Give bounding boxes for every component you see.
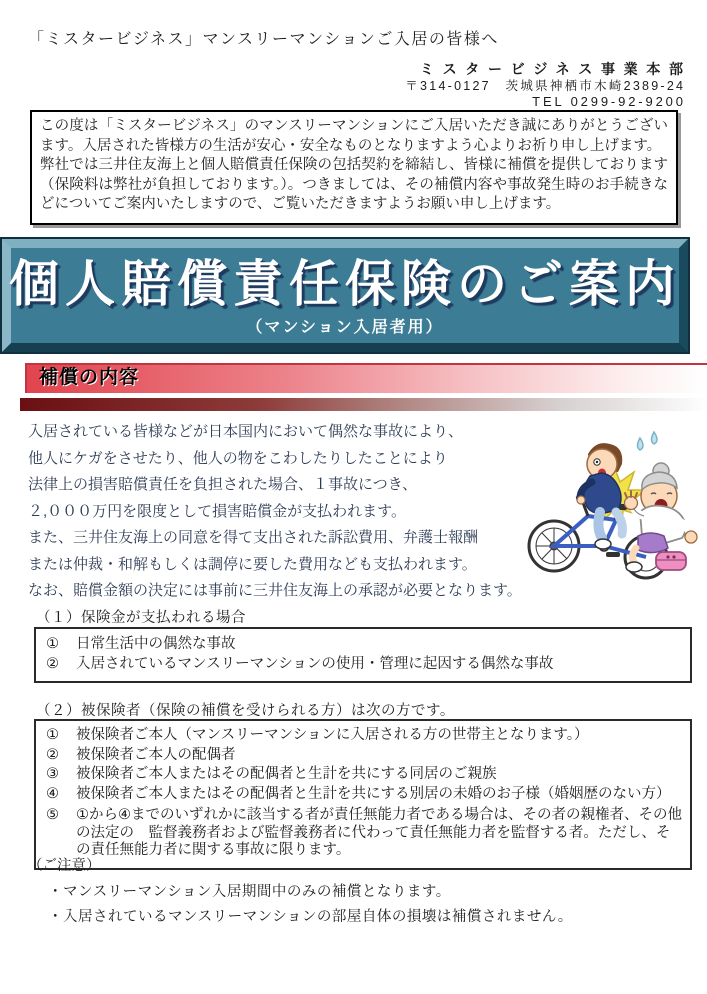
item-text: ①から④までのいずれかに該当する者が責任無能力者である場合は、その者の親権者、その他の法定の 監督義務者および監督義務者に代わって責任無能力者を監督する者。ただし、その責任無能力者に関する事故に限ります。 [76, 807, 682, 858]
list-item [42, 655, 682, 673]
list-item [42, 807, 682, 860]
list-item [42, 747, 682, 765]
coverage-line: また、三井住友海上の同意を得て支出された訴訟費用、弁護士報酬 [28, 529, 479, 546]
coverage-line: なお、賠償金額の決定には事前に三井住友海上の承認が必要となります。 [28, 582, 522, 599]
note-item: ・マンスリーマンション入居期間中のみの補償となります。 [48, 884, 451, 900]
coverage-line: または仲裁・和解もしくは調停に要した費用なども支払われます。 [28, 555, 477, 573]
banner-title: 個人賠償責任保険のご案内 [9, 255, 681, 312]
company-tel: TEL 0299-92-9200 [532, 94, 686, 109]
item-text: 被保険者ご本人（マンスリーマンションに入居される方の世帯主となります。） [76, 727, 589, 743]
item-text: 被保険者ご本人の配偶者 [76, 746, 236, 763]
coverage-line: 法律上の損害賠償責任を負担された場合、１事故につき、 [28, 476, 418, 493]
section2-heading: （２）被保険者（保険の補償を受けられる方）は次の方です。 [36, 703, 455, 719]
coverage-line: ２,０００万円を限度として損害賠償金が支払われます。 [28, 502, 406, 520]
company-address: 〒314-0127 茨城県神栖市木崎2389-24 [405, 79, 686, 93]
list-item [42, 635, 682, 653]
company-name: ミスタービジネス事業本部 [419, 61, 692, 77]
coverage-description [28, 419, 528, 605]
section2-box [34, 719, 692, 870]
section1-box [34, 627, 692, 683]
banner-subtitle: （マンション入居者用） [246, 318, 444, 336]
purse-icon [656, 552, 686, 570]
list-item [42, 727, 682, 745]
bicycle-accident-illustration [518, 424, 698, 584]
item-number: ⑤ [46, 807, 59, 823]
company-info-block [405, 60, 692, 110]
sweat-drops-icon [638, 432, 658, 450]
section-header-label: 補償の内容 [39, 367, 140, 388]
section1-heading: （１）保険金が支払われる場合 [36, 610, 246, 626]
coverage-line: 入居されている皆様などが日本国内において偶然な事故により、 [28, 423, 464, 440]
item-number: ③ [46, 766, 59, 782]
notes-heading: （ご注意） [28, 858, 101, 874]
item-text: 被保険者ご本人またはその配偶者と生計を共にする別居の未婚のお子様（婚姻歴のない方） [76, 785, 671, 802]
main-title-banner [2, 239, 688, 352]
recipient-line: 「ミスタービジネス」マンスリーマンションご入居の皆様へ [28, 31, 499, 48]
item-text: 日常生活中の偶然な事故 [76, 636, 236, 652]
note-item: ・入居されているマンスリーマンションの部屋自体の損壊は補償されません。 [48, 909, 573, 925]
item-text: 被保険者ご本人またはその配偶者と生計を共にする同居のご親族 [76, 766, 497, 782]
item-number: ④ [46, 785, 59, 802]
list-item [42, 786, 682, 804]
greeting-box [30, 110, 678, 225]
item-number: ① [46, 727, 59, 743]
section-header-underbar [20, 398, 707, 411]
item-number: ① [46, 636, 59, 652]
greeting-paragraph-2: 弊社では三井住友海上と個人賠償責任保険の包括契約を締結し、皆様に補償を提供しております（保険料は弊社が負担しております。）。つきましては、その補償内容や事故発生時のお手続きなどについてご案内いたしますので、ご覧いただきますようお願い申し上げます。 [40, 157, 668, 212]
item-number: ② [46, 656, 59, 672]
item-text: 入居されているマンスリーマンションの使用・管理に起因する偶然な事故 [76, 656, 554, 672]
boy-rider [577, 443, 622, 549]
greeting-paragraph-1: この度は「ミスタービジネス」のマンスリーマンションにご入居いただき誠にありがとうございます。入居された皆様方の生活が安心・安全なものとなりますよう心よりお祈り申し上げます。 [40, 118, 668, 154]
section-header-band [25, 363, 707, 393]
item-number: ② [46, 746, 59, 763]
list-item [42, 766, 682, 784]
coverage-line: 他人にケガをさせたり、他人の物をこわしたりしたことにより [28, 449, 448, 467]
